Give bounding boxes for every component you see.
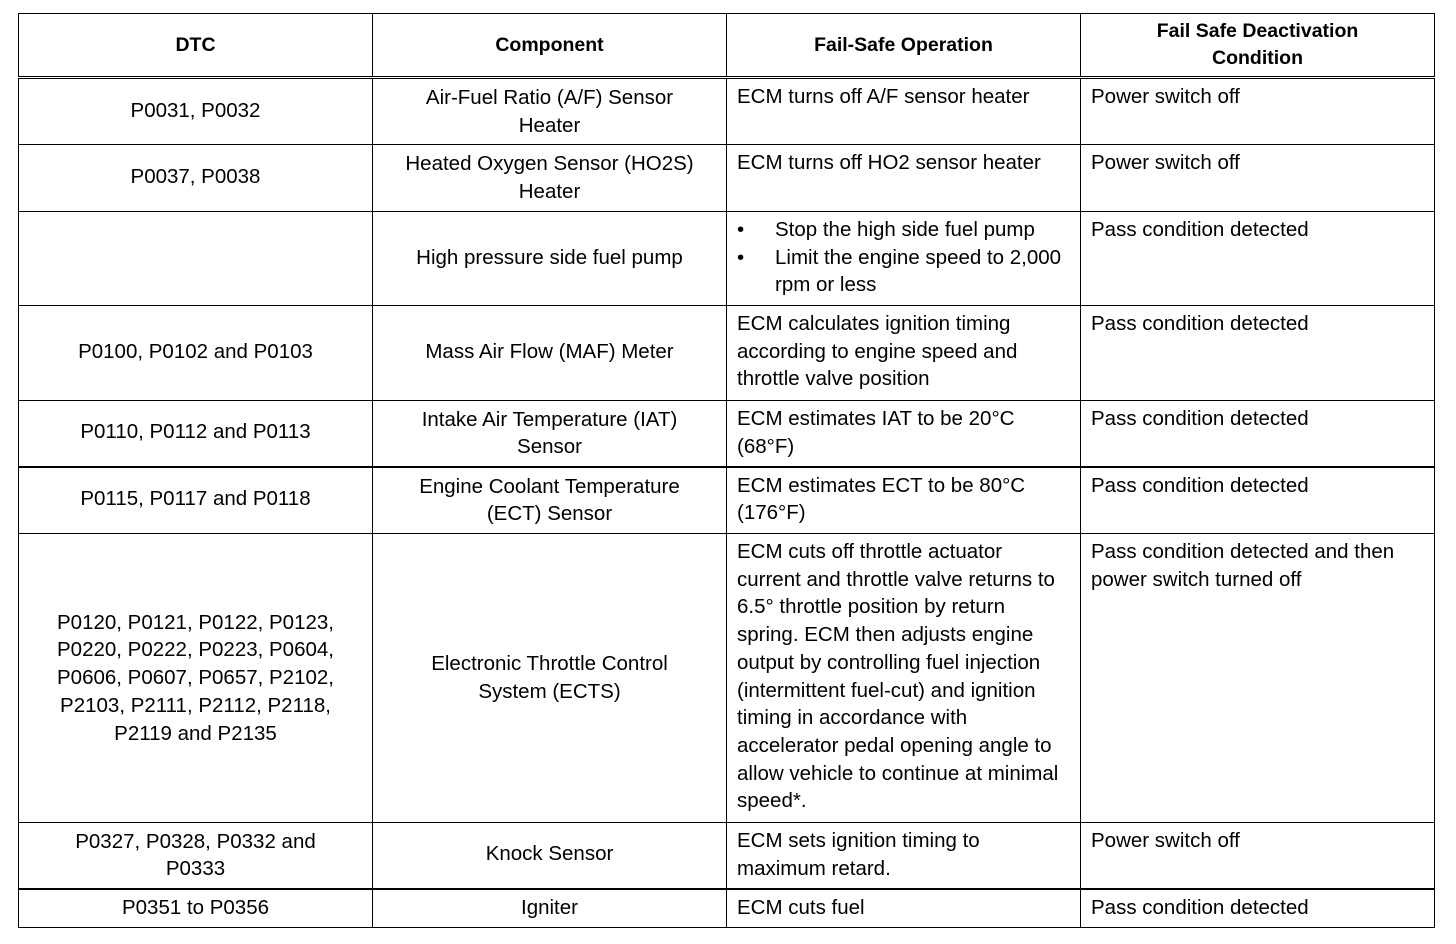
dtc-cell: P0351 to P0356	[19, 889, 373, 928]
component-cell	[373, 145, 727, 212]
component-cell: Knock Sensor	[373, 823, 727, 889]
component-text: Heated Oxygen Sensor (HO2S) Heater	[405, 152, 694, 203]
table-row	[19, 823, 1435, 889]
dtc-cell: P0110, P0112 and P0113	[19, 401, 373, 467]
dtc-text: P0120, P0121, P0122, P0123, P0220, P0222, P0223, P0604, P0606, P0607, P0657, P2102, P2103, P2111, P2112, P2118, P2119 and P2135	[57, 610, 334, 745]
bullet-text: Limit the engine speed to 2,000 rpm or less	[775, 245, 1062, 297]
component-cell: Mass Air Flow (MAF) Meter	[373, 306, 727, 401]
component-cell	[373, 78, 727, 145]
operation-cell: ECM cuts fuel	[727, 889, 1081, 928]
component-text: Electronic Throttle Control System (ECTS)	[431, 652, 668, 703]
deactivation-cell: Pass condition detected	[1081, 401, 1435, 467]
deactivation-cell: Pass condition detected	[1081, 889, 1435, 928]
dtc-cell: P0037, P0038	[19, 145, 373, 212]
deactivation-cell: Pass condition detected	[1081, 467, 1435, 534]
component-text: Engine Coolant Temperature (ECT) Sensor	[419, 474, 680, 526]
component-cell	[373, 534, 727, 823]
operation-cell	[727, 212, 1081, 306]
header-fail-safe-operation: Fail-Safe Operation	[727, 14, 1081, 78]
component-cell: High pressure side fuel pump	[373, 212, 727, 306]
operation-cell: ECM cuts off throttle actuator current and throttle valve returns to 6.5° throttle position by return spring. ECM then adjusts engine output by controlling fuel injection (intermittent fuel-cut) and ignition timing in accordance with accelerator pedal opening angle to allow vehicle to continue at minimal speed*.	[727, 534, 1081, 823]
bullet-icon: •	[737, 218, 745, 241]
table-row	[19, 145, 1435, 212]
deactivation-cell: Power switch off	[1081, 823, 1435, 889]
table-row	[19, 889, 1435, 928]
component-cell: Igniter	[373, 889, 727, 928]
bullet-icon: •	[737, 245, 745, 269]
table-row	[19, 306, 1435, 401]
bullet-text: Stop the high side fuel pump	[775, 218, 1035, 241]
operation-cell: ECM turns off A/F sensor heater	[727, 78, 1081, 145]
operation-cell	[727, 823, 1081, 889]
table-row	[19, 78, 1435, 145]
dtc-cell: P0115, P0117 and P0118	[19, 467, 373, 534]
deactivation-cell: Power switch off	[1081, 145, 1435, 212]
header-deactivation-condition	[1081, 14, 1435, 78]
header-dtc: DTC	[19, 14, 373, 78]
operation-text: ECM estimates IAT to be 20°C (68°F)	[737, 407, 1015, 458]
component-cell	[373, 467, 727, 534]
bullet-item	[737, 216, 1070, 244]
dtc-cell	[19, 534, 373, 823]
operation-bullet-list	[737, 216, 1070, 299]
header-row	[19, 14, 1435, 78]
dtc-cell: P0031, P0032	[19, 78, 373, 145]
table-row	[19, 212, 1435, 306]
operation-cell: ECM turns off HO2 sensor heater	[727, 145, 1081, 212]
component-cell	[373, 401, 727, 467]
operation-text: ECM estimates ECT to be 80°C (176°F)	[737, 473, 1026, 525]
deactivation-cell: Pass condition detected	[1081, 212, 1435, 306]
dtc-cell	[19, 823, 373, 889]
operation-cell	[727, 467, 1081, 534]
operation-text: ECM sets ignition timing to maximum retard.	[737, 829, 980, 880]
header-deactivation-text: Fail Safe Deactivation Condition	[1156, 20, 1359, 69]
operation-cell	[727, 401, 1081, 467]
header-component: Component	[373, 14, 727, 78]
operation-cell: ECM calculates ignition timing according to engine speed and throttle valve position	[727, 306, 1081, 401]
table-row	[19, 534, 1435, 823]
table-row	[19, 467, 1435, 534]
deactivation-cell: Power switch off	[1081, 78, 1435, 145]
table-row	[19, 401, 1435, 467]
fail-safe-table-container	[18, 13, 1434, 928]
bullet-item	[737, 244, 1070, 299]
deactivation-cell: Pass condition detected	[1081, 306, 1435, 401]
fail-safe-table	[18, 13, 1435, 928]
dtc-cell	[19, 212, 373, 306]
deactivation-cell: Pass condition detected and then power switch turned off	[1081, 534, 1435, 823]
dtc-cell: P0100, P0102 and P0103	[19, 306, 373, 401]
component-text: Air-Fuel Ratio (A/F) Sensor Heater	[425, 85, 674, 137]
dtc-text: P0327, P0328, P0332 and P0333	[75, 829, 316, 881]
component-text: Intake Air Temperature (IAT) Sensor	[421, 407, 678, 459]
